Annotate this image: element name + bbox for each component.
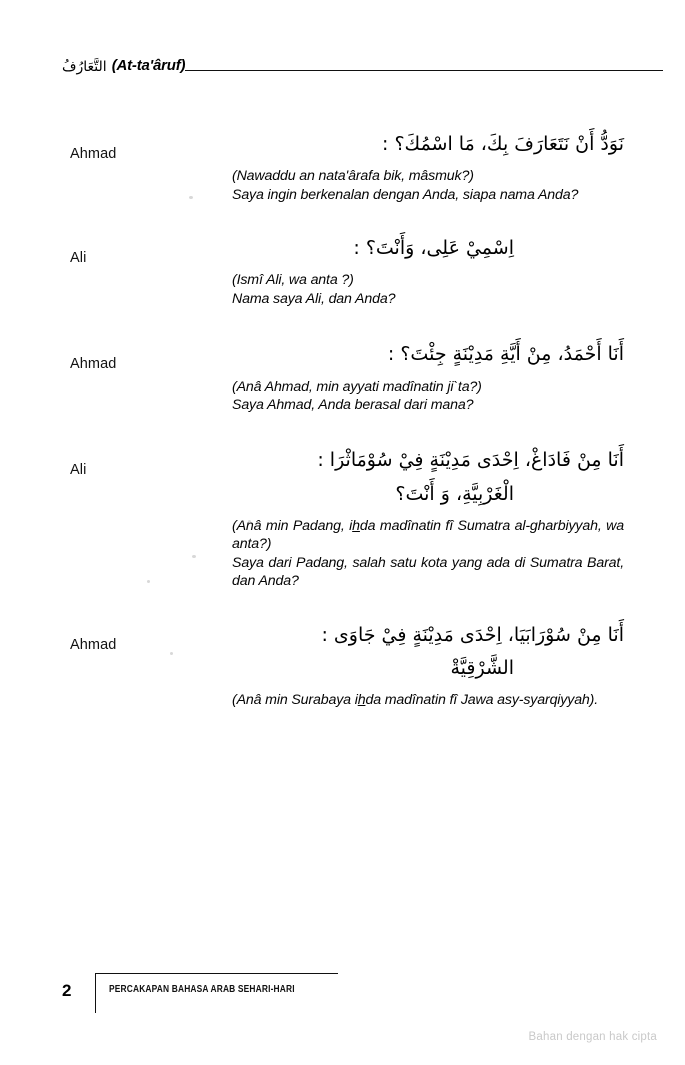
turn-body [232,338,624,414]
transliteration-part: da madînatin fî Sumatra al-gharbiyyah, wa anta?) [232,517,624,553]
speaker-name: Ahmad [70,356,117,373]
transliteration-line [232,517,624,554]
arabic-line: الْغَرْبِيَّةِ، وَ أَنْتَ؟ [395,482,514,505]
translation-line: Saya ingin berkenalan dengan Anda, siapa nama Anda? [232,186,579,203]
arabic-line: نَوَدُّ أَنْ نَتَعَارَفَ بِكَ، مَا اسْمُكَ؟ : [382,133,624,155]
arabic-line: أَنَا مِنْ فَادَاغْ، اِحْدَى مَدِيْنَةٍ فِيْ سُوْمَاثْرَا : [317,449,624,472]
transliteration-part: da madînatin fî Jawa asy-syarqiyyah). [365,692,599,709]
turn-body [232,619,624,710]
dialogue-turn [0,128,685,204]
dialogue-turn [0,444,685,590]
transliteration-line: (Anâ Ahmad, min ayyati madînatin ji`ta?) [232,378,482,395]
turn-body [232,444,624,590]
header-arabic-title: التَّعَارُفُ [62,59,107,75]
header-latin-title: (At-ta'âruf) [111,57,186,74]
translation-line: Saya dari Padang, salah satu kota yang ada di Sumatra Barat, dan Anda? [232,554,624,590]
transliteration-part: (Anâ min Surabaya i [232,692,358,709]
transliteration-line: (Nawaddu an nata'ârafa bik, mâsmuk?) [232,168,474,185]
page-footer [62,971,382,1017]
speaker-name: Ahmad [70,636,117,653]
header-text-group [62,57,185,74]
turn-body [232,128,624,204]
arabic-line: أَنَا مِنْ سُوْرَابَيَا، اِحْدَى مَدِيْنَةٍ فِيْ جَاوَى : [321,623,624,646]
transliteration-underlined-letter: h [352,517,360,534]
speaker-name: Ali [70,250,87,267]
arabic-line: الشَّرْقِيَّةْ [450,657,514,680]
transliteration-line: (Ismî Ali, wa anta ?) [232,272,354,289]
header-rule [185,70,663,71]
footer-book-title: PERCAKAPAN BAHASA ARAB SEHARI-HARI [109,983,295,995]
translation-line: Saya Ahmad, Anda berasal dari mana? [232,397,474,414]
transliteration-underlined-letter: h [357,692,366,709]
speaker-name: Ali [70,462,87,479]
transliteration-part: (Anâ min Padang, i [232,517,353,534]
transliteration-line [232,691,624,709]
translation-line: Nama saya Ali, dan Anda? [232,290,396,307]
dialogue-turn [0,232,685,308]
arabic-line: اِسْمِيْ عَلِى، وَأَنْتَ؟ : [353,237,514,260]
turn-body [232,232,624,308]
dialogue-turn [0,338,685,414]
dialogue-list [0,128,685,710]
running-header [62,44,663,74]
dialogue-turn [0,619,685,710]
arabic-line: أَنَا أَحْمَدُ، مِنْ أَيَّةِ مَدِيْنَةٍ جِئْتَ؟ : [387,343,624,366]
speaker-name: Ahmad [70,146,117,162]
page-number: 2 [62,981,72,1000]
copyright-watermark: Bahan dengan hak cipta [528,1031,657,1043]
